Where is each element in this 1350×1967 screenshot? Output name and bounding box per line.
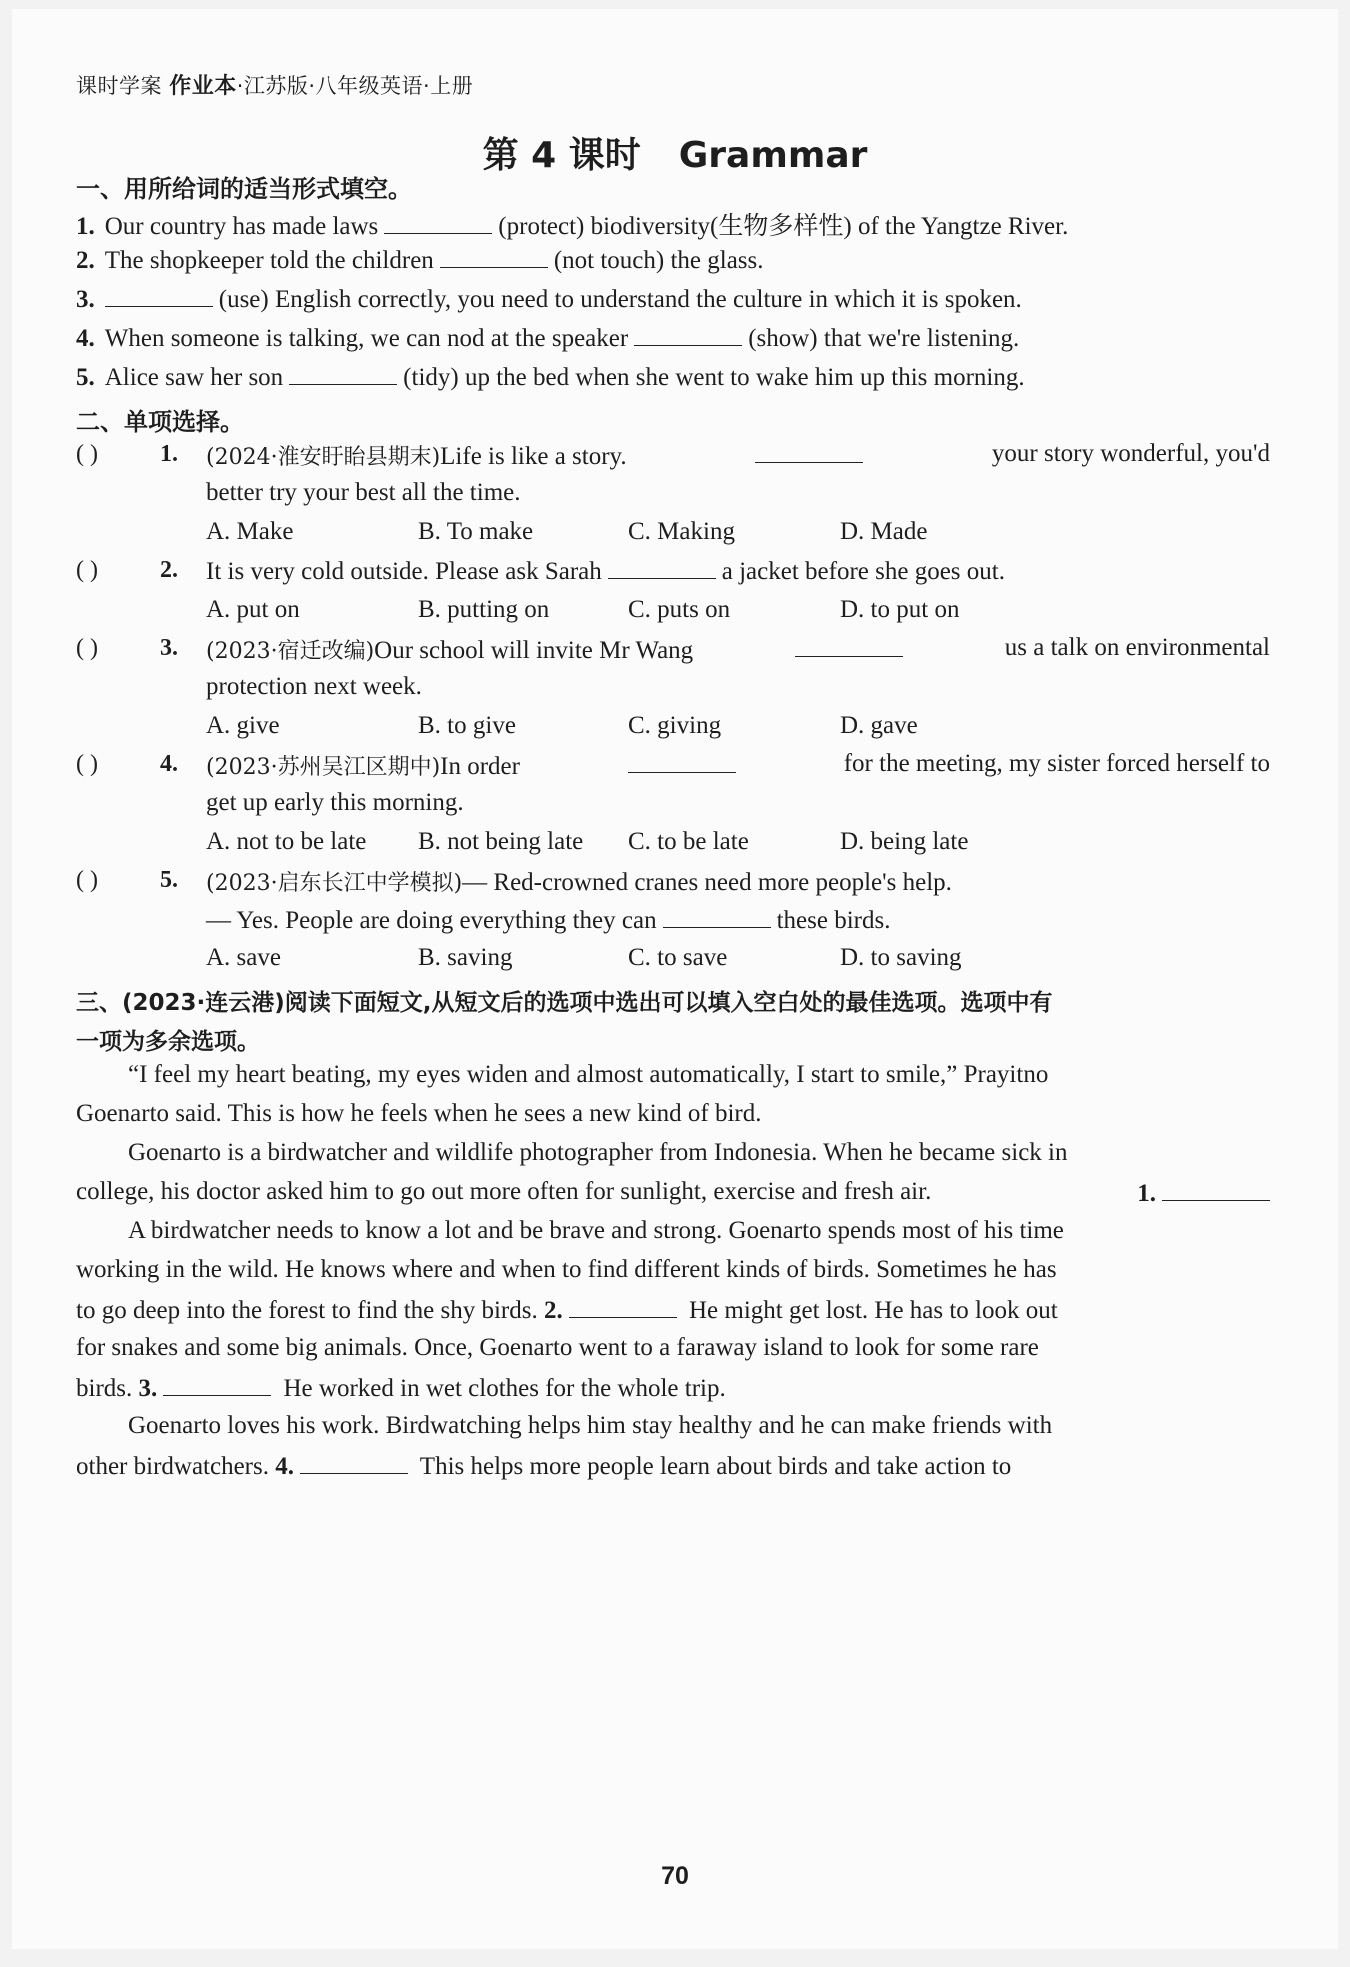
answer-blank[interactable] — [300, 1451, 408, 1474]
question-source: (2023·苏州吴江区期中) — [206, 755, 441, 780]
item-text: (not touch) the glass. — [553, 247, 764, 274]
fill-item-4 — [76, 323, 1019, 353]
option-a[interactable]: A. not to be late — [206, 828, 367, 855]
stem-text: Life is like a story. — [440, 443, 627, 470]
question-1-stem-cont: better try your best all the time. — [206, 479, 521, 506]
answer-bracket[interactable]: ( ) — [76, 635, 98, 661]
passage-line: working in the wild. He knows where and when to find different kinds of birds. Sometimes he has — [76, 1256, 1057, 1283]
question-1-stem — [206, 440, 1270, 471]
title-en: Grammar — [678, 135, 868, 176]
answer-blank[interactable] — [105, 284, 213, 307]
running-header — [76, 69, 473, 100]
passage-line: “I feel my heart beating, my eyes widen and almost automatically, I start to smile,” Prayitno — [128, 1061, 1049, 1088]
answer-bracket[interactable]: ( ) — [76, 441, 98, 467]
option-d[interactable]: D. to put on — [840, 596, 960, 623]
item-text: Our country has made laws — [104, 213, 379, 240]
question-number: 3. — [160, 635, 178, 661]
item-text: (show) that we're listening. — [748, 325, 1020, 352]
section1-heading: 一、用所给词的适当形式填空。 — [76, 175, 412, 203]
item-text: Alice saw her son — [104, 364, 284, 391]
item-text: The shopkeeper told the children — [104, 247, 434, 274]
stem-text: Our school will invite Mr Wang — [374, 637, 694, 664]
header-rest: ·江苏版·八年级英语·上册 — [236, 74, 474, 98]
item-text: (use) English correctly, you need to understand the culture in which it is spoken. — [218, 286, 1022, 313]
passage-text: to go deep into the forest to find the shy birds. — [76, 1297, 538, 1324]
question-number: 4. — [160, 751, 178, 777]
workbook-page — [12, 9, 1338, 1949]
stem-text: — Yes. People are doing everything they can — [206, 907, 657, 934]
option-d[interactable]: D. Made — [840, 518, 928, 545]
answer-blank[interactable] — [1162, 1178, 1270, 1201]
passage-line: Goenarto is a birdwatcher and wildlife photographer from Indonesia. When he became sick in — [128, 1139, 1068, 1166]
passage-line — [76, 1295, 1270, 1325]
answer-blank[interactable] — [795, 634, 903, 657]
passage-line — [76, 1178, 1270, 1208]
question-source: (2023·启东长江中学模拟) — [206, 871, 463, 896]
option-b[interactable]: B. to give — [418, 712, 516, 739]
option-b[interactable]: B. saving — [418, 944, 513, 971]
option-a[interactable]: A. Make — [206, 518, 294, 545]
item-number: 1. — [76, 213, 95, 240]
gap-number: 4. — [275, 1453, 294, 1480]
question-number: 1. — [160, 441, 178, 467]
question-5-stem-cont — [206, 905, 1270, 935]
item-number: 4. — [76, 325, 95, 352]
option-c[interactable]: C. puts on — [628, 596, 731, 623]
passage-line: Goenarto said. This is how he feels when he sees a new kind of bird. — [76, 1100, 762, 1127]
option-a[interactable]: A. put on — [206, 596, 300, 623]
item-number: 3. — [76, 286, 95, 313]
question-4-stem — [206, 750, 1270, 781]
item-text: When someone is talking, we can nod at the speaker — [104, 325, 629, 352]
page-number: 70 — [661, 1862, 689, 1890]
fill-item-2 — [76, 245, 764, 275]
passage-text: birds. — [76, 1375, 133, 1402]
question-4-stem-cont: get up early this morning. — [206, 789, 464, 816]
answer-blank[interactable] — [569, 1295, 677, 1318]
question-3-stem-cont: protection next week. — [206, 673, 422, 700]
question-number: 5. — [160, 867, 178, 893]
answer-blank[interactable] — [440, 245, 548, 268]
fill-item-1 — [76, 206, 1068, 242]
option-a[interactable]: A. save — [206, 944, 281, 971]
stem-text: us a talk on environmental — [1004, 634, 1270, 661]
answer-bracket[interactable]: ( ) — [76, 867, 98, 893]
stem-text: these birds. — [776, 907, 891, 934]
stem-text: a jacket before she goes out. — [721, 558, 1005, 585]
question-source: (2024·淮安盱眙县期末) — [206, 445, 441, 470]
passage-text: He might get lost. He has to look out — [688, 1297, 1058, 1324]
answer-blank[interactable] — [755, 440, 863, 463]
answer-bracket[interactable]: ( ) — [76, 751, 98, 777]
passage-text: This helps more people learn about birds and take action to — [419, 1453, 1012, 1480]
section2-heading: 二、单项选择。 — [76, 408, 244, 436]
gap-number: 2. — [543, 1297, 563, 1324]
item-text: (protect) biodiversity(生物多样性) of the Yangtze River. — [498, 213, 1069, 240]
option-d[interactable]: D. gave — [840, 712, 918, 739]
passage-line: Goenarto loves his work. Birdwatching helps him stay healthy and he can make friends with — [128, 1412, 1053, 1439]
passage-line: A birdwatcher needs to know a lot and be brave and strong. Goenarto spends most of his time — [128, 1217, 1064, 1244]
answer-blank[interactable] — [608, 556, 716, 579]
answer-blank[interactable] — [289, 362, 397, 385]
option-b[interactable]: B. not being late — [418, 828, 584, 855]
answer-bracket[interactable]: ( ) — [76, 557, 98, 583]
option-c[interactable]: C. to save — [628, 944, 728, 971]
header-series: 课时学案 — [76, 74, 162, 98]
item-number: 5. — [76, 364, 95, 391]
passage-text: other birdwatchers. — [76, 1453, 269, 1480]
question-number: 2. — [160, 557, 178, 583]
passage-line: for snakes and some big animals. Once, Goenarto went to a faraway island to look for some rare — [76, 1334, 1039, 1361]
title-cn: 第 4 课时 — [482, 135, 641, 176]
section3-heading-line2: 一项为多余选项。 — [76, 1029, 260, 1055]
stem-text: — Red-crowned cranes need more people's help. — [462, 869, 952, 896]
option-c[interactable]: C. to be late — [628, 828, 749, 855]
stem-text: In order — [440, 753, 520, 780]
question-5-stem — [206, 866, 1270, 897]
item-number: 2. — [76, 247, 95, 274]
section3-heading-line1: 三、(2023·连云港)阅读下面短文,从短文后的选项中选出可以填入空白处的最佳选项。选项中有 — [76, 990, 1053, 1016]
stem-text: It is very cold outside. Please ask Sarah — [206, 558, 602, 585]
answer-blank[interactable] — [663, 905, 771, 928]
passage-text: He worked in wet clothes for the whole trip. — [283, 1375, 726, 1402]
passage-line — [76, 1373, 1270, 1403]
answer-blank[interactable] — [634, 323, 742, 346]
fill-item-5 — [76, 362, 1025, 392]
fill-item-3 — [76, 284, 1022, 314]
gap-number: 1. — [1137, 1180, 1156, 1207]
option-b[interactable]: B. putting on — [418, 596, 550, 623]
option-c[interactable]: C. giving — [628, 712, 722, 739]
gap-number: 3. — [138, 1375, 158, 1402]
question-3-stem — [206, 634, 1270, 665]
option-a[interactable]: A. give — [206, 712, 280, 739]
answer-blank[interactable] — [384, 211, 492, 234]
question-source: (2023·宿迁改编) — [206, 639, 375, 664]
question-2-stem — [206, 556, 1270, 586]
option-b[interactable]: B. To make — [418, 518, 534, 545]
passage-text: college, his doctor asked him to go out more often for sunlight, exercise and fresh air. — [76, 1178, 932, 1205]
passage-line — [76, 1451, 1270, 1481]
header-book: 作业本 — [169, 74, 237, 99]
option-c[interactable]: C. Making — [628, 518, 735, 545]
option-d[interactable]: D. being late — [840, 828, 969, 855]
item-text: (tidy) up the bed when she went to wake him up this morning. — [403, 364, 1025, 391]
option-d[interactable]: D. to saving — [840, 944, 962, 971]
stem-text: for the meeting, my sister forced herself to — [843, 750, 1270, 777]
answer-blank[interactable] — [628, 750, 736, 773]
stem-text: your story wonderful, you'd — [991, 440, 1270, 467]
answer-blank[interactable] — [163, 1373, 271, 1396]
